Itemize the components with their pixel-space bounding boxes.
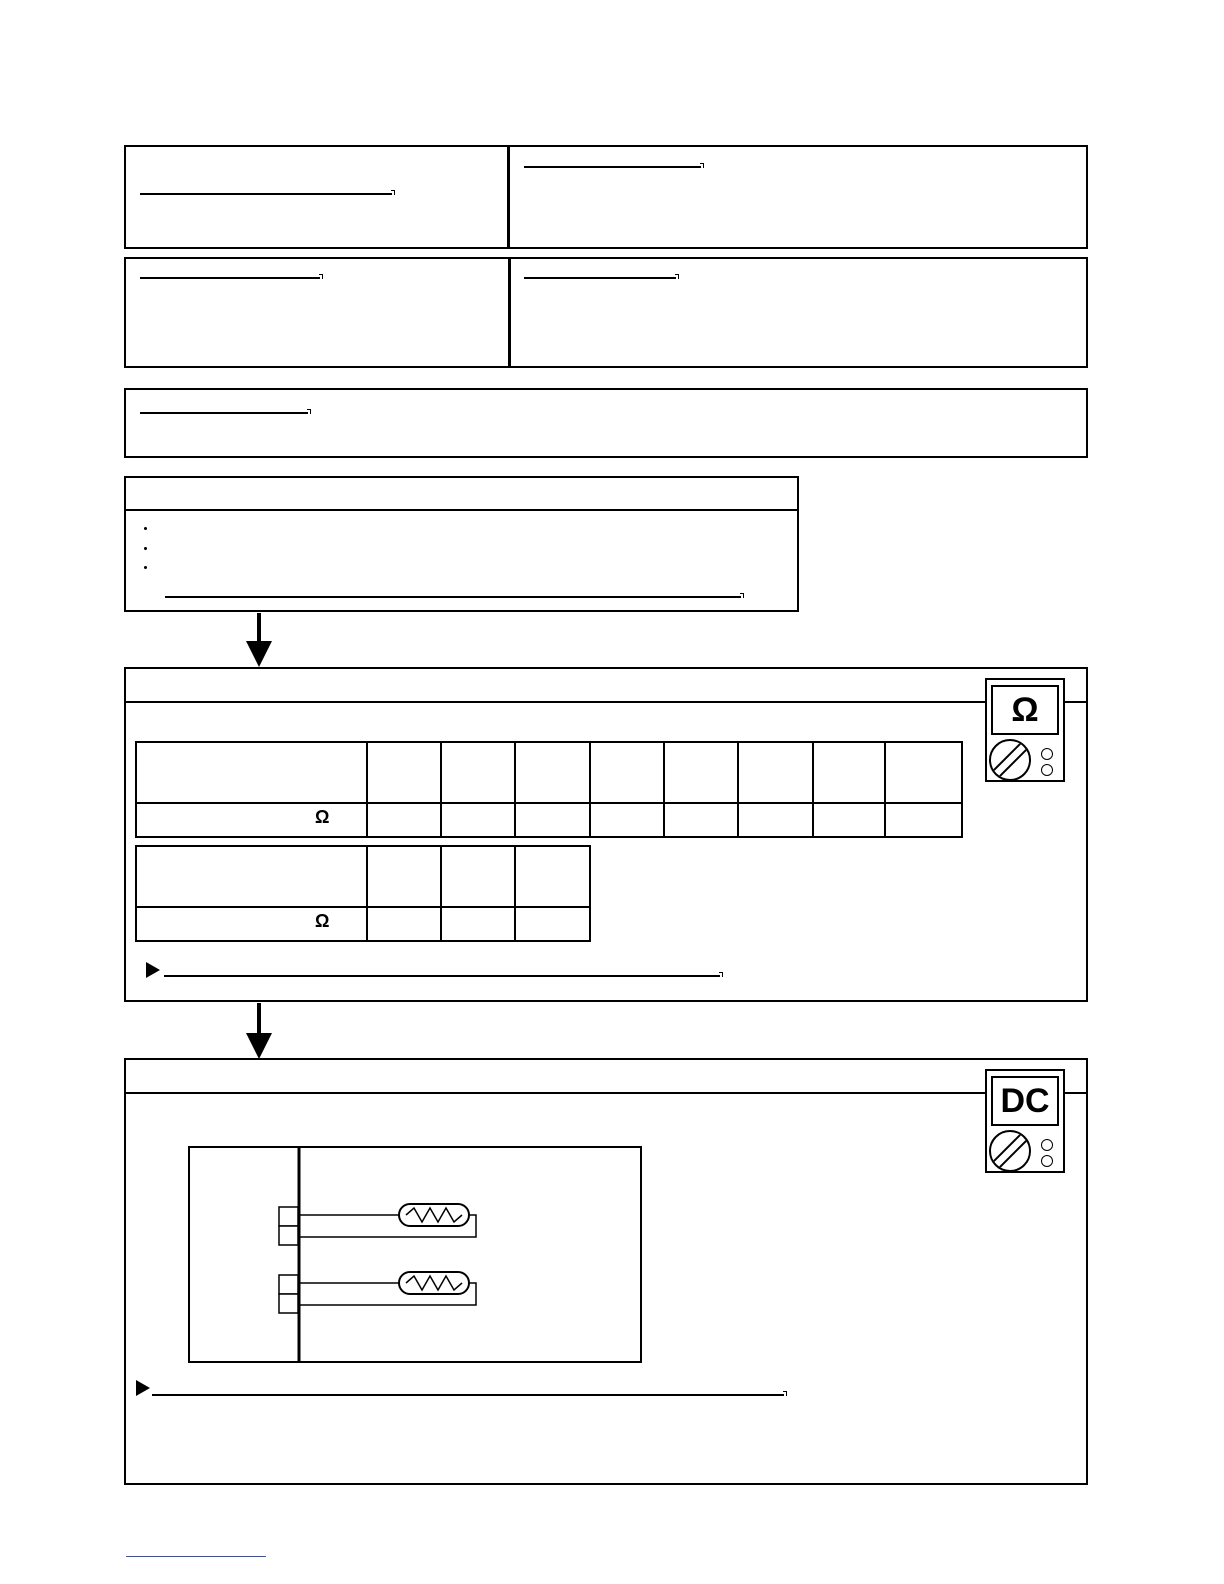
table-cell [136, 803, 367, 837]
table-cell [515, 907, 590, 941]
footer-link[interactable] [126, 1556, 266, 1557]
terminal-4 [279, 1294, 298, 1313]
table-cell [441, 907, 515, 941]
table-cell [813, 803, 885, 837]
bullet-3 [144, 566, 147, 569]
meter-jack-icon [1041, 1155, 1053, 1167]
meter-knob-icon [989, 1130, 1031, 1172]
reference-underline [165, 596, 741, 598]
table-cell [515, 846, 590, 907]
field-underline [524, 166, 701, 168]
table-cell [664, 742, 738, 803]
flow-arrow-1 [246, 613, 272, 667]
meter-jack-icon [1041, 748, 1053, 760]
flow-arrow-2 [246, 1003, 272, 1059]
meter-jack-icon [1041, 1139, 1053, 1151]
unit-label: Ω [315, 807, 330, 827]
resistance-table-1 [135, 741, 963, 838]
table-cell [367, 846, 441, 907]
table-cell [367, 907, 441, 941]
meter-knob-icon [989, 739, 1031, 781]
table-cell [590, 742, 664, 803]
preparation-box [124, 476, 799, 612]
continue-triangle-icon [136, 1380, 150, 1396]
bullet-2 [144, 547, 147, 550]
table-cell [664, 803, 738, 837]
table-cell [136, 846, 367, 907]
result-underline [164, 975, 720, 977]
voltage-header-divider-right [1064, 1092, 1088, 1094]
meter-jack-icon [1041, 764, 1053, 776]
dc-label: DC [991, 1076, 1059, 1126]
table-cell [590, 803, 664, 837]
field-underline [140, 412, 308, 414]
info-box-top-right [507, 145, 1088, 249]
table-cell [367, 803, 441, 837]
ohmmeter-icon [985, 678, 1065, 782]
table-cell [515, 742, 590, 803]
table-cell [136, 907, 367, 941]
unit-label: Ω [315, 911, 330, 931]
table-cell [515, 803, 590, 837]
heater-wiring-diagram [186, 1145, 646, 1367]
table-cell [441, 742, 515, 803]
bullet-1 [144, 527, 147, 530]
field-underline [524, 277, 676, 279]
table-cell [136, 742, 367, 803]
resistance-header-divider-right [1064, 701, 1088, 703]
ohm-icon: Ω [991, 685, 1059, 735]
table-cell [441, 846, 515, 907]
table-cell [885, 803, 962, 837]
table-cell [738, 803, 813, 837]
resistance-table-2 [135, 845, 591, 942]
table-cell [441, 803, 515, 837]
table-cell [885, 742, 962, 803]
terminal-1 [279, 1207, 298, 1226]
resistance-header-divider [124, 701, 986, 703]
result-underline [152, 1394, 784, 1396]
table-cell [367, 742, 441, 803]
field-underline [140, 193, 392, 195]
info-box-mid-right [508, 257, 1088, 368]
info-box-wide [124, 388, 1088, 458]
terminal-2 [279, 1226, 298, 1245]
info-box-top-left [124, 145, 510, 249]
continue-triangle-icon [146, 962, 160, 978]
voltage-header-divider [124, 1092, 986, 1094]
dc-voltmeter-icon [985, 1069, 1065, 1173]
field-underline [140, 277, 320, 279]
terminal-3 [279, 1275, 298, 1294]
table-cell [813, 742, 885, 803]
diagram-frame [189, 1147, 641, 1362]
table-cell [738, 742, 813, 803]
preparation-header-divider [124, 509, 799, 511]
info-box-mid-left [124, 257, 511, 368]
